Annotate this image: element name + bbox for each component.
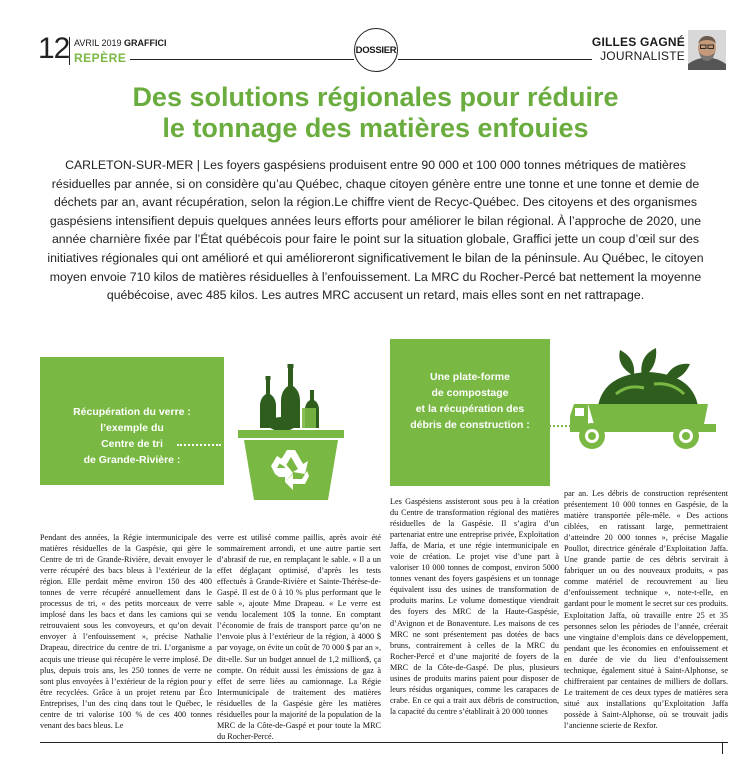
section-label: REPÈRE [74,51,127,65]
glass-heading-line: Récupération du verre : [73,406,191,418]
footer-rule [40,742,728,743]
author-photo [688,30,726,70]
glass-heading-line: l’exemple du [100,422,164,434]
dossier-badge: DOSSIER [354,28,398,72]
compost-mound [598,372,698,406]
compost-truck-illustration [568,344,728,454]
lead-paragraph: CARLETON-SUR-MER | Les foyers gaspésiens produisent entre 90 000 et 100 000 tonnes métriques de matières résiduelles par année, si on considère qu’au Québec, chaque citoyen génère entre une tonne et une tonne et demie de déchets par an, avant récupération, selon la région.Le chiffre vient de Recyc-Québec. Des citoyens et des organismes gaspésiens intensifient depuis quelques années leurs efforts pour améliorer le bilan régional. À l’approche de 2020, une année charnière fixée par l’État québécois pour faire le point sur la situation globale, Graffici jette un coup d’œil sur des initiatives régionales qui ont amélioré et qui amélioreront significativement le bilan de la péninsule. Au Québec, le citoyen moyen envoie 710 kilos de matières résiduelles à l’enfouissement. La MRC du Rocher-Percé bat nettement la moyenne québécoise, avec 485 kilos. Les autres MRC accusent un retard, mais elles sont en net rattrapage. [47,158,704,303]
author-name: GILLES GAGNÉ [591,35,685,49]
title-line-1: Des solutions régionales pour réduire [132,82,619,112]
recycling-bin-illustration [226,356,356,501]
glass-heading-line: de Grande-Rivière : [83,454,181,466]
glass-heading-line: Centre de tri [101,438,163,450]
bottles-icon [260,364,319,431]
bin-body [244,440,338,500]
footer-tick [722,742,723,754]
article-column-2: verre est utilisé comme paillis, après avoir été sommairement arrondi, et une autre partie sert d’abrasif de rue, en remplaçant le sable. « Il a un effet déglaçant optimisé, d’après les tests effectués à Grande-Rivière et Sainte-Thérèse-de-Gaspé. Il est de 0 à 10 % plus performant que le sable », ajoute Mme Drapeau. « Le verre est vendu localement 10$ la tonne. En comptant l’économie de frais de transport parce qu’on ne l’envoie plus à l’extérieur de la région, à 4000 $ par voyage, on évite un coût de 70 000 $ par an », dit-elle. Sur un budget annuel de 1,2 million$, ça compte. On réduit aussi les émissions de gaz à effet de serre liées au camionnage. La Régie Intermunicipale de traitement des matières résiduelles de la Gaspésie gère les matières résiduelles pour la majorité de la population de la MRC de la Côte-de-Gaspé et pour toute la MRC du Rocher-Percé. [217,533,381,741]
title-line-2: le tonnage des matières enfouies [162,113,589,143]
author-role: JOURNALISTE [600,49,685,63]
page-number: 12 [38,32,70,65]
header-divider [69,37,70,65]
compost-heading-line: et la récupération des [415,403,525,415]
author-byline [592,35,685,63]
compost-heading-line: débris de construction : [410,419,530,431]
article-column-3: Les Gaspésiens assisteront sous peu à la création du Centre de transformation régional des matières résiduelles de la Gaspésie. Il s’agira d’un partenariat entre une entreprise privée, Exploitation Jaffa, de Maria, et une régie intermunicipale en voie de création. Le projet vise d’une part à valoriser 10 000 tonnes de compost, environ 5000 tonnes venant des foyers gaspésiens et un tonnage équivalent issu des usines de transformation de produits marins. Le volume domestique viendrait des foyers des MRC de la Haute-Gaspésie, d’Avignon et de Bonaventure. Les maisons de ces MRC ne sont présentement pas dotées de bacs bruns, contrairement à celles de la MRC du Rocher-Percé et d’une majorité de foyers de la MRC de la Côte-de-Gaspé. De plus, plusieurs usines de produits marins paient pour disposer de leurs résidus organiques, comme les carapaces de crabe. En ce qui a trait aux débris de construction, la capacité du centre s’établirait à 20 000 tonnes [390,497,559,716]
article-title [40,82,711,144]
date-text: AVRIL 2019 [74,38,122,48]
header-rule-left [130,59,354,60]
compost-heading-line: Une plate-forme [430,371,510,383]
glass-box-heading [44,404,220,468]
header-rule-right [398,59,592,60]
composting-box-heading [394,369,546,433]
article-column-4: par an. Les débris de construction représentent présentement 10 000 tonnes en Gaspésie, de la matière transportée pêle-mêle. « Des actions ciblées, en ratissant large, permettraient d’atteindre 20 000 tonnes », précise Magalie Poullot, directrice générale d’Exploitation Jaffa. Une grande partie de ces débris servirait à fabriquer un ou des nouveaux produits, « pas comme matériel de recouvrement au lieu d’enfouissement technique », note-t-elle, en gardant pour le moment le secret sur ces produits. Exploitation Jaffa, où travaille entre 25 et 35 personnes selon les périodes de l’année, créerait une vingtaine d’emplois dans ce développement, pendant que les économies en enfouissement et en durée de vie du lieu d’enfouissement technique, également situé à Saint-Alphonse, se chiffreraient par centaines de milliers de dollars. Le traitement de ces deux types de matières sera situé aux installations qu’Exploitation Jaffa possède à Saint-Alphonse, où se trouvait jadis l’ancienne scierie de Rexfor. [564,489,728,730]
publication-name: GRAFFICI [124,38,167,48]
article-column-1: Pendant des années, la Régie intermunicipale des matières résiduelles de la Gaspésie, qui gère le Centre de tri de Grande-Rivière, devait envoyer le verre récupéré des bacs bleus à l’extérieur de la région. Elle perdait même environ 150 des 400 tonnes de verre récupéré annuellement dans le processus de tri, « des petits morceaux de verre implosé dans les bacs et dans les camions qui se retrouvaient sous les convoyeurs, et qu’on devait envoyer à l’enfouissement », précise Nathalie Drapeau, directrice du centre de tri. L’organisme a acquis une trieuse qui récupère le verre implosé. De plus, depuis trois ans, les 250 tonnes de verre ne sont plus envoyées à l’extérieur de la région pour y être recyclées. Grâce à un projet retenu par Éco Entreprises, l’un des cinq dans tout le Québec, le centre de tri valorise 100 % de ces 400 tonnes venant des bacs bleus. Le [40,533,212,730]
compost-heading-line: de compostage [431,387,509,399]
issue-date [74,38,167,49]
glass-box-leader-line [177,444,221,446]
